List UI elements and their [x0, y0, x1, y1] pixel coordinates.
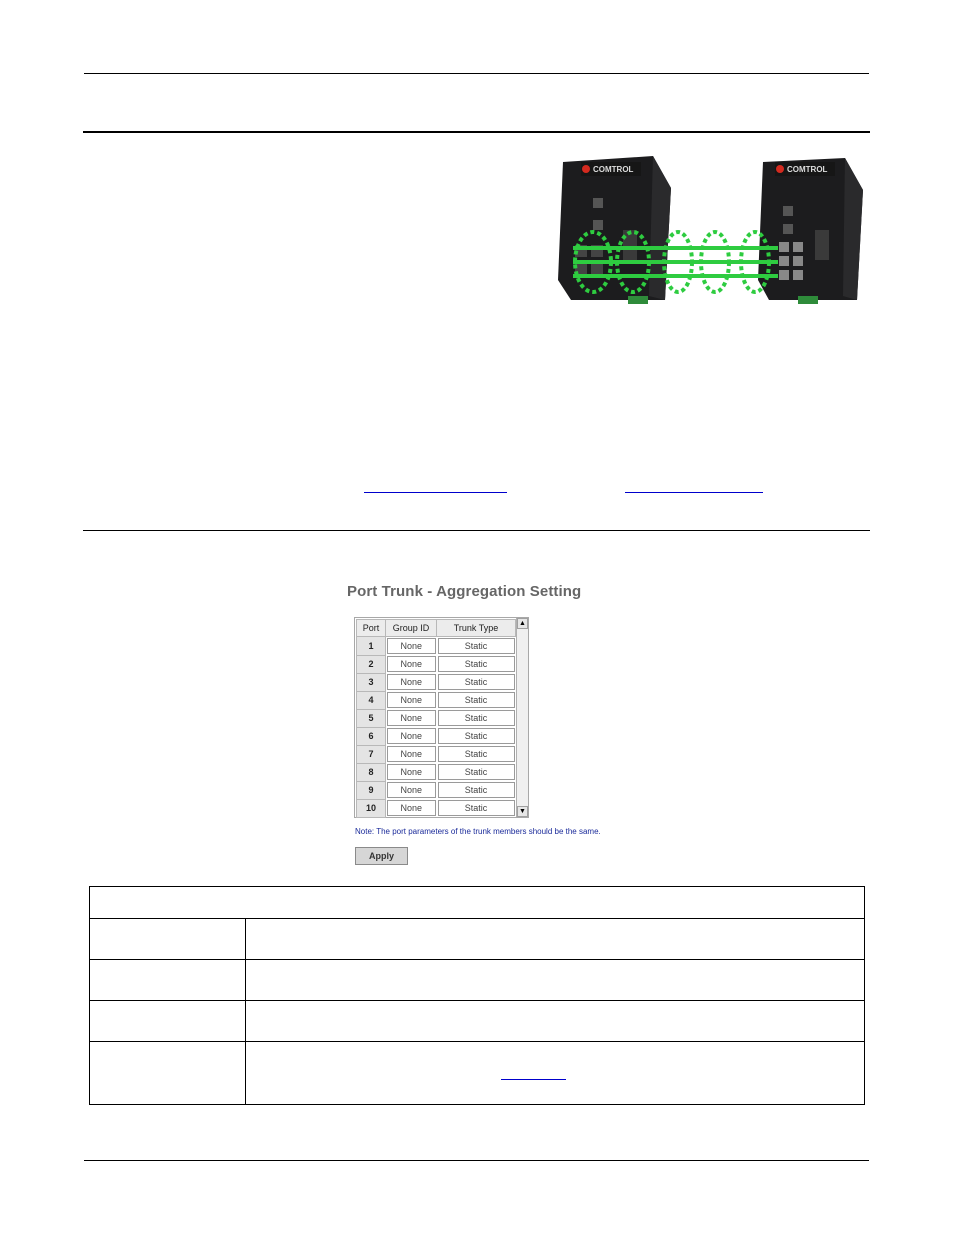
table-row: [357, 799, 516, 817]
trunk-type-select[interactable]: Static: [438, 638, 515, 654]
table-row: [357, 763, 516, 781]
table-header-row: [90, 887, 865, 919]
section-rule: [83, 530, 870, 531]
section-rule: [83, 131, 870, 133]
table-header-cell: [90, 887, 865, 919]
port-number: 6: [357, 727, 386, 745]
scroll-up-icon[interactable]: ▲: [517, 618, 528, 629]
port-number: 7: [357, 745, 386, 763]
brand-label: COMTROL: [593, 165, 634, 174]
trunk-type-select[interactable]: Static: [438, 710, 515, 726]
right-switch: [758, 158, 863, 304]
port-number: 10: [357, 799, 386, 817]
table-row: [90, 960, 865, 1001]
group-id-select[interactable]: None: [387, 656, 436, 672]
port-number: 5: [357, 709, 386, 727]
switch-trunk-photo: [553, 150, 868, 310]
port-number: 8: [357, 763, 386, 781]
parameter-description-cell: [246, 1001, 865, 1042]
table-row: [357, 655, 516, 673]
table-row: [357, 709, 516, 727]
group-id-select[interactable]: None: [387, 638, 436, 654]
screenshot-title: Port Trunk - Aggregation Setting: [347, 583, 582, 600]
brand-label: COMTROL: [787, 165, 828, 174]
parameter-name-cell: [90, 1042, 246, 1105]
group-id-select[interactable]: None: [387, 782, 436, 798]
apply-button[interactable]: Apply: [355, 847, 408, 865]
header-rule: [84, 73, 869, 74]
parameter-description-cell: [246, 960, 865, 1001]
group-id-select[interactable]: None: [387, 746, 436, 762]
parameter-description-cell: [246, 1042, 865, 1105]
table-scrollbar[interactable]: [516, 618, 528, 817]
trunk-type-select[interactable]: Static: [438, 764, 515, 780]
column-header-group-id: Group ID: [386, 620, 437, 637]
port-number: 9: [357, 781, 386, 799]
parameter-name-cell: [90, 960, 246, 1001]
group-id-select[interactable]: None: [387, 764, 436, 780]
trunk-note: Note: The port parameters of the trunk members should be the same.: [355, 827, 601, 836]
table-row: [357, 727, 516, 745]
port-number: 1: [357, 637, 386, 656]
column-header-port: Port: [357, 620, 386, 637]
trunk-type-select[interactable]: Static: [438, 782, 515, 798]
left-switch: [558, 156, 671, 304]
trunk-type-select[interactable]: Static: [438, 656, 515, 672]
parameter-name-cell: [90, 919, 246, 960]
group-id-select[interactable]: None: [387, 728, 436, 744]
table-row: [357, 745, 516, 763]
scroll-down-icon[interactable]: ▼: [517, 806, 528, 817]
trunk-type-select[interactable]: Static: [438, 800, 515, 816]
table-row: [90, 1042, 865, 1105]
trunk-type-select[interactable]: Static: [438, 674, 515, 690]
parameter-table: [89, 886, 865, 1105]
footer-rule: [84, 1160, 869, 1161]
table-row: [357, 691, 516, 709]
table-row: [357, 637, 516, 656]
parameter-description-cell: [246, 919, 865, 960]
table-row: [357, 673, 516, 691]
port-number: 4: [357, 691, 386, 709]
port-number: 3: [357, 673, 386, 691]
trunk-type-select[interactable]: Static: [438, 746, 515, 762]
group-id-select[interactable]: None: [387, 692, 436, 708]
group-id-select[interactable]: None: [387, 800, 436, 816]
table-row: [90, 919, 865, 960]
column-header-trunk-type: Trunk Type: [437, 620, 516, 637]
group-id-select[interactable]: None: [387, 674, 436, 690]
port-number: 2: [357, 655, 386, 673]
trunk-settings-table: [354, 617, 529, 818]
group-id-select[interactable]: None: [387, 710, 436, 726]
trunk-links: [573, 232, 778, 292]
trunk-type-select[interactable]: Static: [438, 692, 515, 708]
trunk-type-select[interactable]: Static: [438, 728, 515, 744]
hyperlink[interactable]: [501, 1079, 566, 1080]
hyperlink[interactable]: [364, 492, 507, 493]
parameter-name-cell: [90, 1001, 246, 1042]
table-row: [357, 781, 516, 799]
hyperlink[interactable]: [625, 492, 763, 493]
table-row: [90, 1001, 865, 1042]
